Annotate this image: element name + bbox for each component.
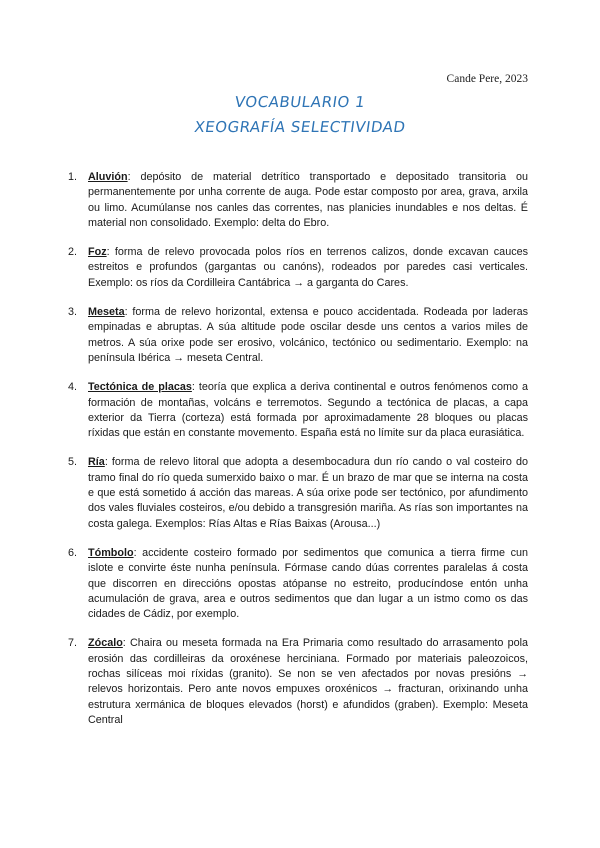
item-number: 4. [68, 381, 78, 394]
item-term: Foz [88, 246, 107, 259]
author-credit: Cande Pere, 2023 [446, 73, 528, 85]
list-item [68, 380, 529, 441]
item-number: 5. [68, 456, 78, 469]
list-item [68, 170, 528, 231]
item-term: Ría [88, 456, 105, 469]
item-definition: : forma de relevo provocada polos ríos en terrenos calizos, donde excavan cauces estreitos e profundos (gargantas ou canóns), rodeados por paredes casi verticales. Exemplo: os ríos da Cordilleira Cantábrica → a garganta do Cares. [88, 246, 528, 289]
list-item [68, 305, 528, 366]
item-definition: : accidente costeiro formado por sedimentos que comunica a tierra firme cun islote e convirte éste nunha península. Fórmase cando dúas correntes paralelas á costa que discorren en direccións opostas atópanse no estreito, producíndose entón unha acumulación de grava, area e outros sedimentos que dan lugar a un istmo como os das cidades de Cádiz, por exemplo. [88, 546, 528, 621]
item-number: 1. [68, 171, 78, 183]
list-item [68, 245, 528, 291]
list-item [68, 455, 528, 531]
item-term: Tectónica de placas [88, 381, 192, 394]
item-number: 3. [68, 306, 78, 319]
vocabulary-list [68, 170, 529, 728]
title-line-1: VOCABULARIO 1 [233, 93, 367, 111]
list-item [68, 546, 528, 622]
item-number: 7. [68, 637, 78, 650]
item-definition: : teoría que explica a deriva continental e outros fenómenos como a formación de montañas, volcáns e terremotos. Segundo a tectónica de placas, a capa exterior da Tierra (corteza) está formada por aproximadamente 28 bloques ou placas ríxidas que están en constante movemento. España está no límite sur da placa eurasiática. [88, 381, 529, 440]
item-term: Zócalo [88, 637, 123, 650]
item-term: Aluvión [88, 171, 128, 183]
item-number: 2. [68, 246, 78, 259]
item-term: Meseta [88, 306, 125, 319]
item-definition: : forma de relevo litoral que adopta a desembocadura dun río cando o val costeiro do tramo final do río queda sumerxido baixo o mar. É un brazo de mar que se interna na costa e que está sometido á acción das mareas. A súa orixe pode ser tectónico, por afundimento dos vales fluviales costeiros, e/ou debido a transgresión mariña. As rías son importantes na costa galega. Exemplos: Rías Altas e Rías Baixas (Arousa...) [88, 456, 528, 530]
item-definition: : depósito de material detrítico transportado e depositado transitoria ou permanentemente por unha corrente de auga. Pode estar composto por area, grava, arxila ou limo. Acumúlanse nos canles das correntes, nas planicies inundables e nos deltas. É material non consolidado. Exemplo: delta do Ebro. [88, 171, 528, 229]
item-definition: : forma de relevo horizontal, extensa e pouco accidentada. Rodeada por laderas empinadas e abruptas. A súa altitude pode oscilar desde uns centos a varios miles de metros. A súa orixe pode ser erosivo, volcánico, tectónico ou sedimentario. Exemplo: na península Ibérica → meseta Central. [88, 306, 528, 364]
title-line-2: XEOGRAFÍA SELECTIVIDAD [193, 118, 407, 136]
item-number: 6. [68, 546, 78, 559]
item-definition: : Chaira ou meseta formada na Era Primaria como resultado do arrasamento pola erosión das cordilleiras da oroxénese herciniana. Formado por materiais paleozoicos, rochas silíceas moi ríxidas (granito). Se non se ven afectados por novas presións → relevos horizontais. Pero ante novos empuxes oroxénicos → fracturan, orixinando unha estrutura xermánica de bloques elevados (horst) e afundidos (graben). Exemplo: Meseta Central [88, 637, 528, 726]
list-item [68, 636, 528, 728]
item-term: Tómbolo [88, 546, 134, 559]
